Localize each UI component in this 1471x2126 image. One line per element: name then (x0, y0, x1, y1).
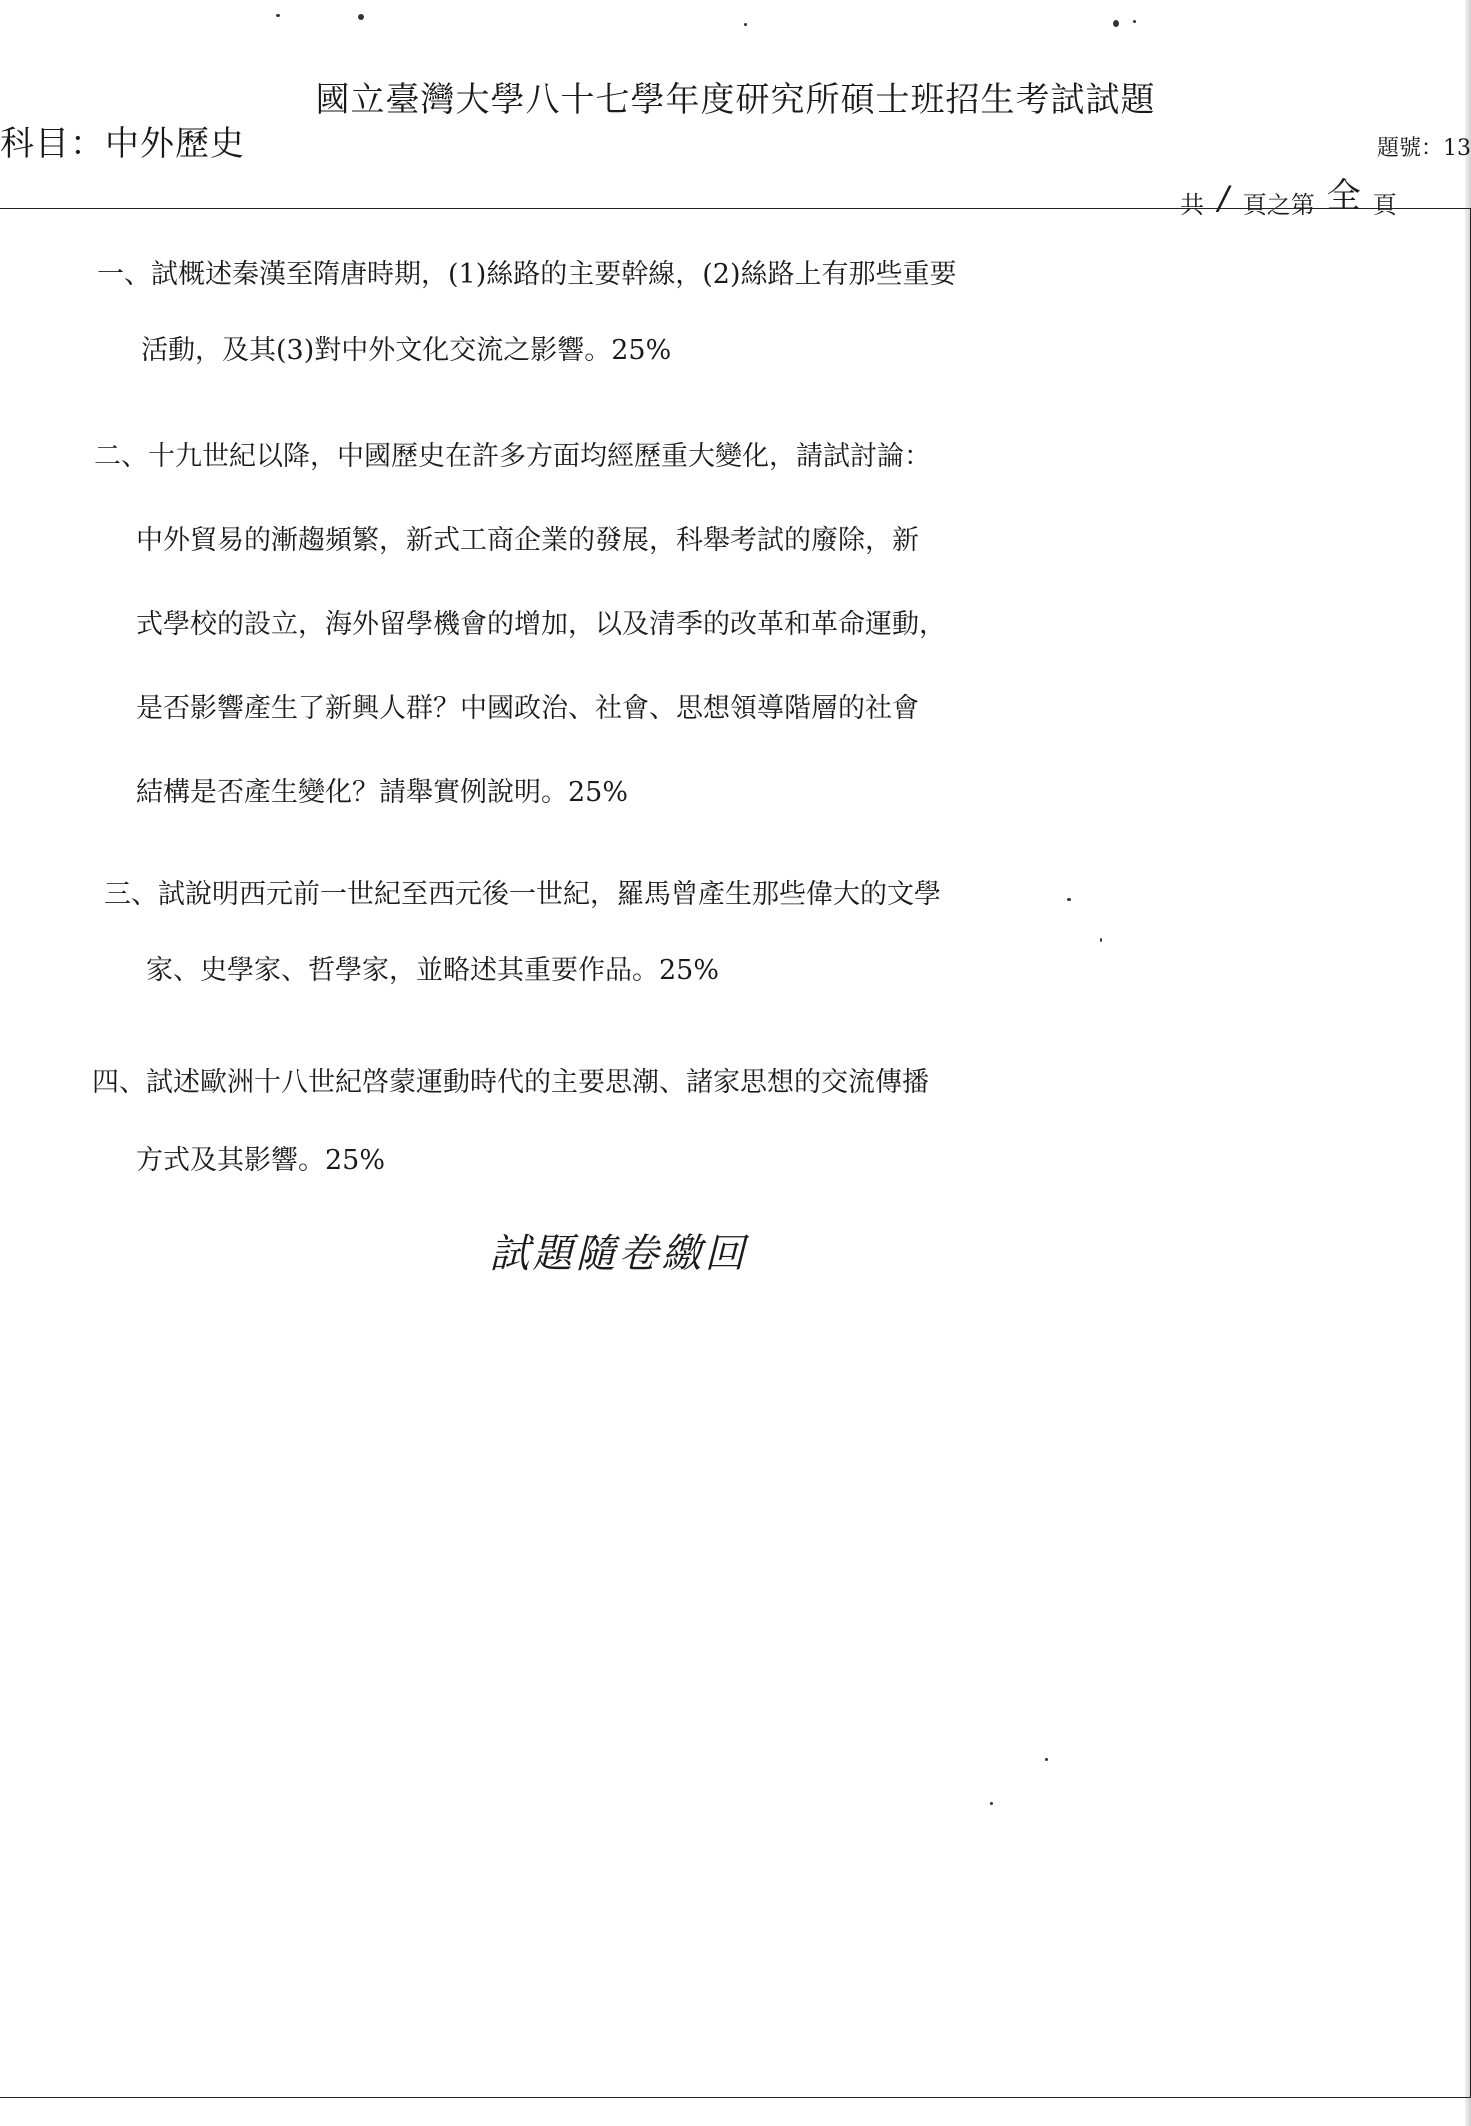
scan-speck (358, 14, 364, 20)
page-current-prefix: 頁之第 (1242, 191, 1315, 219)
page-suffix: 頁 (1372, 191, 1397, 219)
question-line: 四、試述歐洲十八世紀啓蒙運動時代的主要思潮、諸家思想的交流傳播 (92, 1067, 929, 1098)
scan-speck (744, 23, 747, 26)
question-line: 中外貿易的漸趨頻繁，新式工商企業的發展，科舉考試的廢除，新 (136, 525, 919, 556)
question-line: 是否影響產生了新興人群？中國政治、社會、思想領導階層的社會 (136, 693, 919, 724)
question-line: 式學校的設立，海外留學機會的增加，以及清季的改革和革命運動， (136, 609, 946, 640)
question-line: 活動，及其(3)對中外文化交流之影響。25% (141, 335, 672, 366)
question-2 (94, 434, 946, 854)
question-number: 題號：13 (1377, 136, 1471, 161)
page-total-prefix: 共 (1180, 191, 1204, 219)
subject-label: 科目：中外歷史 (0, 124, 245, 164)
question-1 (97, 252, 957, 367)
exam-title: 國立臺灣大學八十七學年度研究所碩士班招生考試試題 (315, 80, 1156, 120)
question-line: 方式及其影響。25% (136, 1145, 386, 1176)
question-3 (104, 872, 941, 987)
question-line: 結構是否產生變化？請舉實例說明。25% (136, 777, 629, 808)
scan-speck (1113, 20, 1119, 27)
question-line: 一、試概述秦漢至隋唐時期，(1)絲路的主要幹線，(2)絲路上有那些重要 (97, 259, 957, 290)
question-4 (92, 1060, 929, 1177)
scan-speck (276, 14, 280, 17)
scan-speck (1133, 20, 1136, 23)
question-line: 二、十九世紀以降，中國歷史在許多方面均經歷重大變化，請試討論： (94, 441, 931, 472)
page-current-value: 全 (1326, 176, 1361, 216)
page-total-value: / (1218, 179, 1229, 217)
question-line: 家、史學家、哲學家，並略述其重要作品。25% (146, 955, 720, 986)
return-paper-note: 試題隨卷繳回 (489, 1231, 748, 1277)
question-line: 三、試說明西元前一世紀至西元後一世紀，羅馬曾產生那些偉大的文學 (104, 879, 941, 910)
